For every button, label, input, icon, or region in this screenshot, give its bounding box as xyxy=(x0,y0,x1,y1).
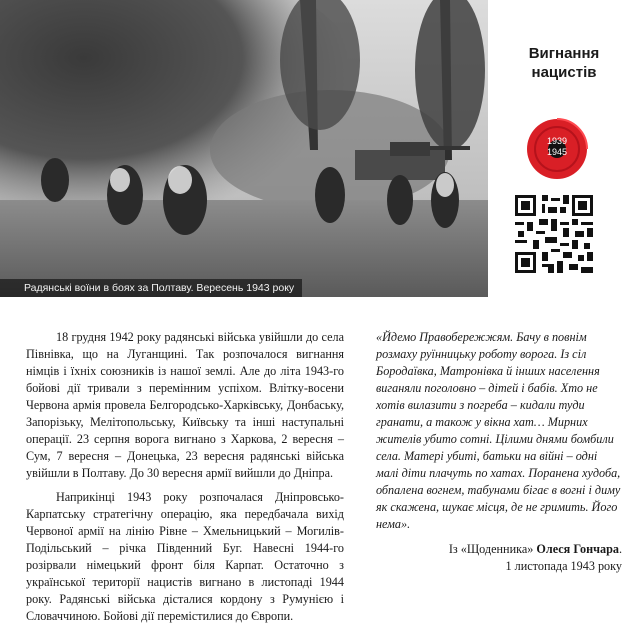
quote-source xyxy=(376,541,622,558)
section-title-line1: Вигнання xyxy=(528,45,600,62)
diary-quote xyxy=(376,329,622,575)
quote-source-suffix: . xyxy=(618,542,622,556)
quote-author: Олеся Гончара xyxy=(536,542,619,556)
article-paragraph: Наприкінці 1943 року розпочалася Дніпровсько-Карпатську стратегічну операцію, яка передбачала вихід Червоної армії на лінію Рівне – Хмельницький – Могилів-Подільський – річка Південний Буг. Навесні 1944-го розірвали німецький фронт біля Карпат. Остаточно з української території нацистів вигнано в листопаді 1944 року. Радянські війська дісталися кордону з Румунією і Словаччиною. Бойові дії перемістилися до Європи. xyxy=(26,490,344,623)
article-paragraph: 18 грудня 1942 року радянські війська увійшли до села Півнівка, що на Луганщині. Так розпочалося вигнання німців і їхніх союзників із нашої землі. Але до літа 1943-го бойові дії тривали з перемінним успіхом. Влітку-восени Червона армія провела Белгородсько-Харківську, Донбаську, Запорізьку, Мелітопольську, Київську та інші наступальні операції. 23 серпня ворога вигнано з Харкова, 2 вересня – Сум, 7 вересня – Донецька, 23 вересня радянські війська увійшли в Полтаву. До 30 вересня армії вийшли до Дніпра. xyxy=(26,330,344,480)
quote-date: 1 листопада 1943 року xyxy=(505,559,622,573)
section-title xyxy=(498,44,630,82)
photo-caption: Радянські воїни в боях за Полтаву. Вересень 1943 року xyxy=(0,279,302,297)
war-photo xyxy=(0,0,488,297)
battle-scene-image xyxy=(0,0,488,297)
quote-text: «Йдемо Правобережжям. Бачу в повнім розмаху руїнницьку роботу ворога. Із сіл Бородаївка, Матронівка й інших населення виганяли поголовно – дітей і бабів. Хто не хотів вилазити з погреба – кидали туди гранати, а також у вікна хат… Мирних жителів убито сотні. Цілими днями бомбили села. Матері убиті, батьки на війні – одні малі діти плачуть по хатах. Поранена худоба, обпалена вогнем, табунами бігає в вогні і диму як скажена, шукає місця, де не гримить. Його нема». xyxy=(376,330,621,531)
article-text xyxy=(26,329,344,632)
section-title-line2: нацистів xyxy=(531,64,597,81)
quote-source-prefix: Із «Щоденника» xyxy=(448,542,534,556)
poppy-icon xyxy=(526,118,588,180)
poppy-years xyxy=(526,136,588,158)
poppy-year-end: 1945 xyxy=(546,147,568,157)
qr-code-icon[interactable] xyxy=(515,195,593,273)
poppy-year-start: 1939 xyxy=(546,136,568,146)
